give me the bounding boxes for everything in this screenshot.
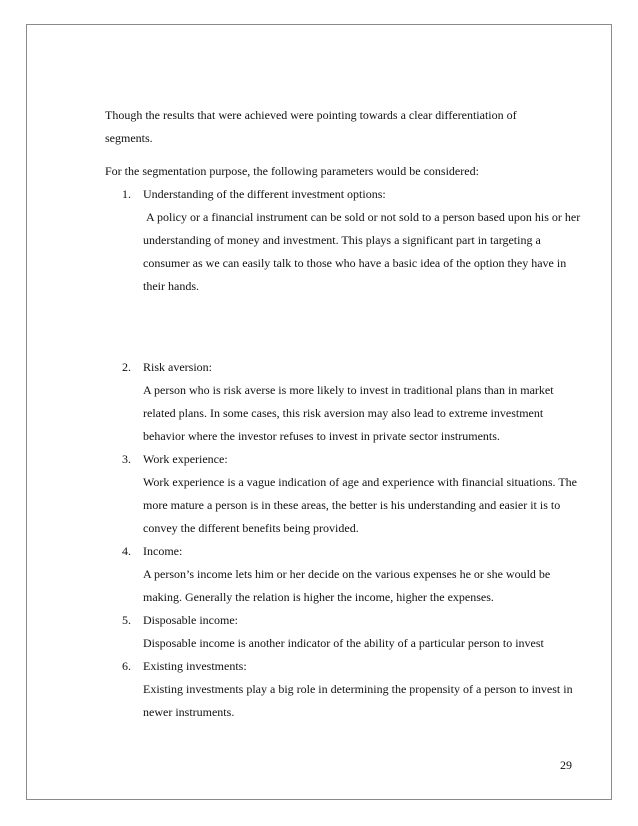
list-item-body: A policy or a financial instrument can be sold or not sold to a person based upon his or her understanding of money and investment. This plays a significant part in targeting a consumer as we can easily talk to those who have a basic idea of the option they have in their hands. (143, 210, 581, 293)
lead-paragraph: For the segmentation purpose, the following parameters would be considered: (105, 164, 479, 178)
list-item-title: Disposable income: (143, 613, 238, 627)
list-item (105, 609, 585, 655)
intro-paragraph: Though the results that were achieved were pointing towards a clear differentiation of segments. (105, 108, 517, 145)
list-item-title: Understanding of the different investment options: (143, 187, 386, 201)
list-item-number: 3. (122, 452, 131, 466)
list-item (105, 540, 585, 609)
list-item-number: 5. (122, 613, 131, 627)
list-item-body: Work experience is a vague indication of age and experience with financial situations. The more mature a person is in these areas, the better is his understanding and easier it is to convey the different benefits being provided. (143, 475, 577, 535)
list-item-body: Existing investments play a big role in determining the propensity of a person to invest in newer instruments. (143, 682, 573, 719)
list-item (105, 356, 585, 448)
list-item (105, 448, 585, 540)
spacer (105, 298, 585, 356)
list-item-number: 6. (122, 659, 131, 673)
page-number: 29 (560, 758, 572, 772)
list-item-title: Income: (143, 544, 183, 558)
list-item (105, 655, 585, 724)
list-item-body: A person who is risk averse is more likely to invest in traditional plans than in market related plans. In some cases, this risk aversion may also lead to extreme investment behavior where the investor refuses to invest in private sector instruments. (143, 383, 554, 443)
list-item (105, 183, 585, 298)
list-item-number: 2. (122, 360, 131, 374)
parameter-list-continued (105, 356, 585, 724)
document-body (105, 104, 585, 724)
list-item-number: 1. (122, 187, 131, 201)
list-item-title: Risk aversion: (143, 360, 212, 374)
list-item-body: Disposable income is another indicator of the ability of a particular person to invest (143, 636, 544, 650)
parameter-list (105, 183, 585, 298)
list-item-title: Existing investments: (143, 659, 247, 673)
list-item-body: A person’s income lets him or her decide on the various expenses he or she would be making. Generally the relation is higher the income, higher the expenses. (143, 567, 551, 604)
list-item-number: 4. (122, 544, 131, 558)
list-item-title: Work experience: (143, 452, 228, 466)
